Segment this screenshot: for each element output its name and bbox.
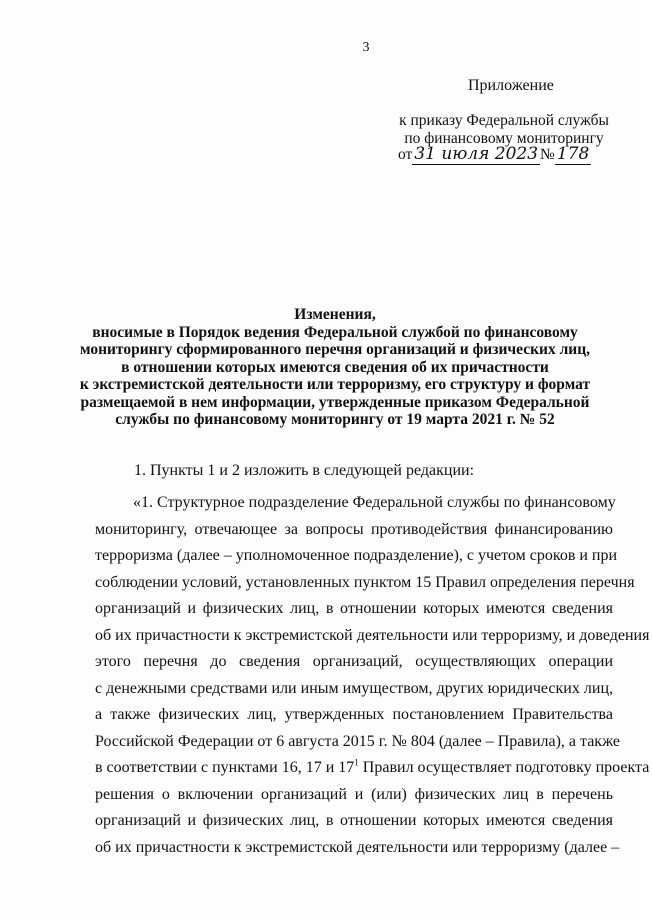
heading-line: службы по финансовому мониторингу от 19 марта 2021 г. № 52 xyxy=(115,411,555,428)
heading-line: Изменения, xyxy=(294,306,376,323)
text-line: решения о включении организаций и (или) физических лиц в перечень xyxy=(95,785,613,803)
heading-line: размещаемой в нем информации, утвержденные приказом Федеральной xyxy=(80,393,590,411)
paragraph-1: 1. Пункты 1 и 2 изложить в следующей редакции: xyxy=(134,462,475,479)
text-line: с денежными средствами или иным имуществом, других юридических лиц, xyxy=(95,679,613,697)
paragraph-2 xyxy=(95,490,650,861)
page-number: 3 xyxy=(362,40,370,55)
text-line: мониторингу, отвечающее за вопросы противодействия финансированию xyxy=(95,520,613,538)
text-line-part: Правил осуществляет подготовку проекта xyxy=(358,759,650,776)
heading-line: вносимые в Порядок ведения Федеральной службой по финансовому xyxy=(92,323,578,341)
appendix-ref-line-1: к приказу Федеральной службы xyxy=(399,112,609,129)
order-date-number xyxy=(398,144,591,164)
text-line: Российской Федерации от 6 августа 2015 г. № 804 (далее – Правила), а также xyxy=(95,732,621,750)
appendix-ref-line-2: по финансовому мониторингу xyxy=(404,130,604,147)
text-line-part: в соответствии с пунктами 16, 17 и 17 xyxy=(95,759,355,776)
superscript: 1 xyxy=(354,757,359,768)
text-line: этого перечня до сведения организаций, осуществляющих операции xyxy=(95,653,613,670)
text-line: соблюдении условий, установленных пунктом 15 Правил определения перечня xyxy=(95,573,635,591)
document-heading xyxy=(70,306,600,429)
text-line-with-footnote xyxy=(95,755,650,782)
text-line: об их причастности к экстремистской деятельности или терроризму (далее – xyxy=(95,838,620,856)
text-line: «1. Структурное подразделение Федеральной службы по финансовому xyxy=(133,494,616,511)
text-line: организаций и физических лиц, в отношении которых имеются сведения xyxy=(95,812,613,829)
appendix-title: Приложение xyxy=(468,77,554,94)
heading-line: к экстремистской деятельности или терроризму, его структуру и формат xyxy=(79,376,591,393)
text-line: об их причастности к экстремистской деятельности или терроризму, и доведения xyxy=(95,626,650,644)
order-prefix: от xyxy=(398,146,413,163)
text-line: терроризма (далее – уполномоченное подразделение), с учетом сроков и при xyxy=(95,547,618,564)
appendix-reference xyxy=(388,112,620,148)
text-line: а также физических лиц, утвержденных постановлением Правительства xyxy=(95,706,613,723)
handwritten-order-date: 31 июля 2023 xyxy=(414,144,539,164)
text-line: организаций и физических лиц, в отношении которых имеются сведения xyxy=(95,600,613,617)
handwritten-order-number: 178 xyxy=(556,144,590,164)
heading-line: в отношении которых имеются сведения об их причастности xyxy=(121,358,549,376)
order-number-label: № xyxy=(540,146,555,163)
heading-line: мониторингу сформированного перечня организаций и физических лиц, xyxy=(79,341,591,358)
